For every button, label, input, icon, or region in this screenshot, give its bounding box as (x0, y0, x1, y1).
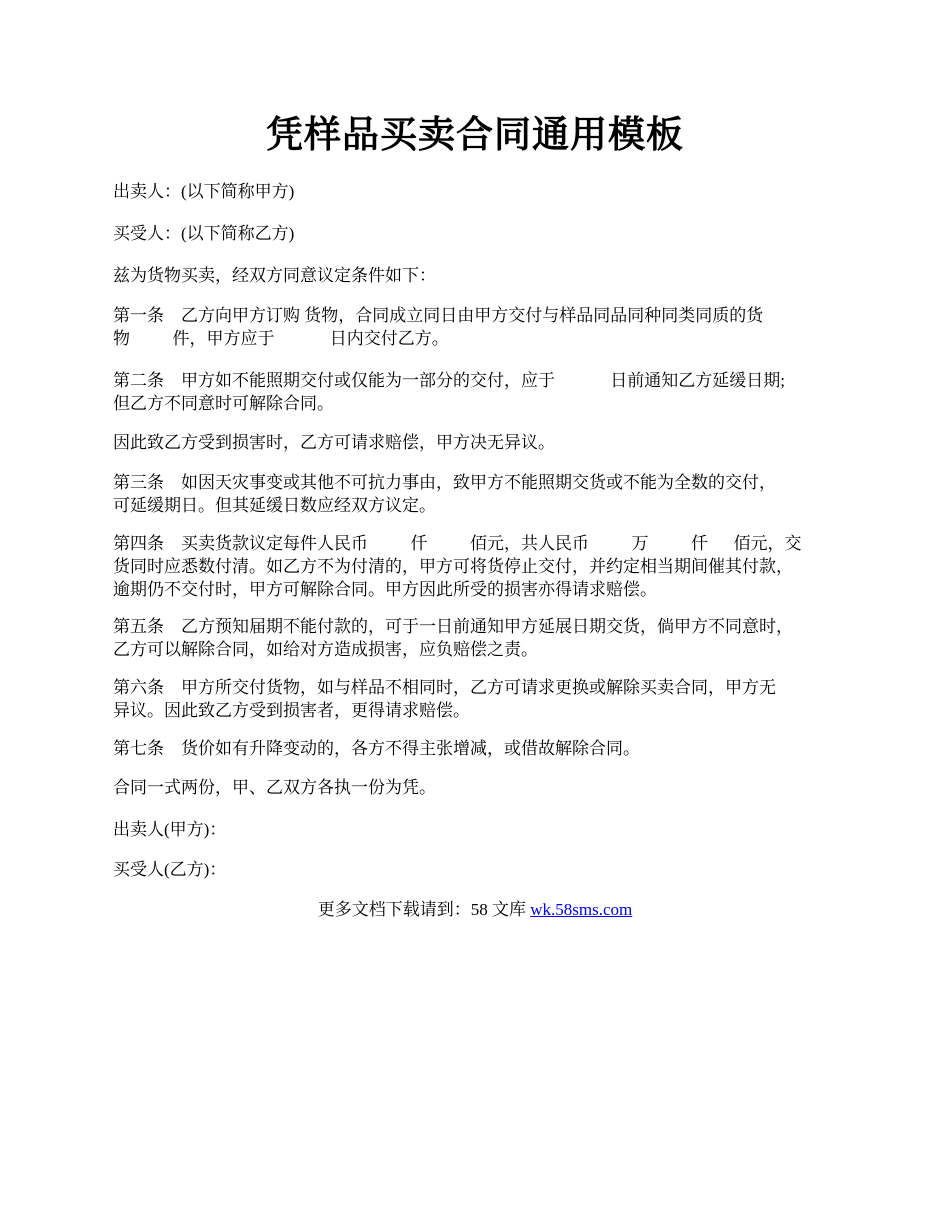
clause-3: 第三条 如因天灾事变或其他不可抗力事由，致甲方不能照期交货或不能为全数的交付， 可延缓期日。但其延缓日数应经双方议定。 (113, 473, 776, 515)
footer (0, 898, 950, 921)
clause-6: 第六条 甲方所交付货物，如与样品不相同时，乙方可请求更换或解除买卖合同，甲方无 异议。因此致乙方受到损害者，更得请求赔偿。 (113, 678, 776, 720)
footer-text: 更多文档下载请到：58 文库 (317, 900, 531, 919)
seller-signature-line: 出卖人(甲方)： (113, 820, 227, 839)
preamble: 兹为货物买卖，经双方同意议定条件如下： (113, 266, 436, 285)
clause-2: 第二条 甲方如不能照期交付或仅能为一部分的交付，应于 日前通知乙方延缓日期; 但乙方不同意时可解除合同。 (113, 371, 785, 413)
clause-2-note: 因此致乙方受到损害时，乙方可请求赔偿，甲方决无异议。 (113, 433, 555, 452)
buyer-signature-line: 买受人(乙方)： (113, 860, 227, 879)
clause-4: 第四条 买卖货款议定每件人民币 仟 佰元，共人民币 万 仟 佰元，交 货同时应悉数付清。如乙方不为付清的，甲方可将货停止交付，并约定相当期间催其付款， 逾期仍不交付时，甲方可解除合同。甲方因此所受的损害亦得请求赔偿。 (113, 534, 802, 599)
page-title: 凭样品买卖合同通用模板 (266, 115, 684, 156)
clause-7: 第七条 货价如有升降变动的，各方不得主张增减，或借故解除合同。 (113, 739, 640, 758)
copies-note: 合同一式两份，甲、乙双方各执一份为凭。 (113, 778, 436, 797)
footer-link[interactable]: wk.58sms.com (530, 900, 633, 919)
seller-line: 出卖人：(以下简称甲方) (113, 182, 295, 201)
buyer-line: 买受人：(以下简称乙方) (113, 224, 295, 243)
clause-5: 第五条 乙方预知届期不能付款的，可于一日前通知甲方延展日期交货，倘甲方不同意时， 乙方可以解除合同，如给对方造成损害，应负赔偿之责。 (113, 617, 793, 659)
clause-1: 第一条 乙方向甲方订购 货物，合同成立同日由甲方交付与样品同品同种同类同质的货 物 件，甲方应于 日内交付乙方。 (113, 306, 764, 348)
